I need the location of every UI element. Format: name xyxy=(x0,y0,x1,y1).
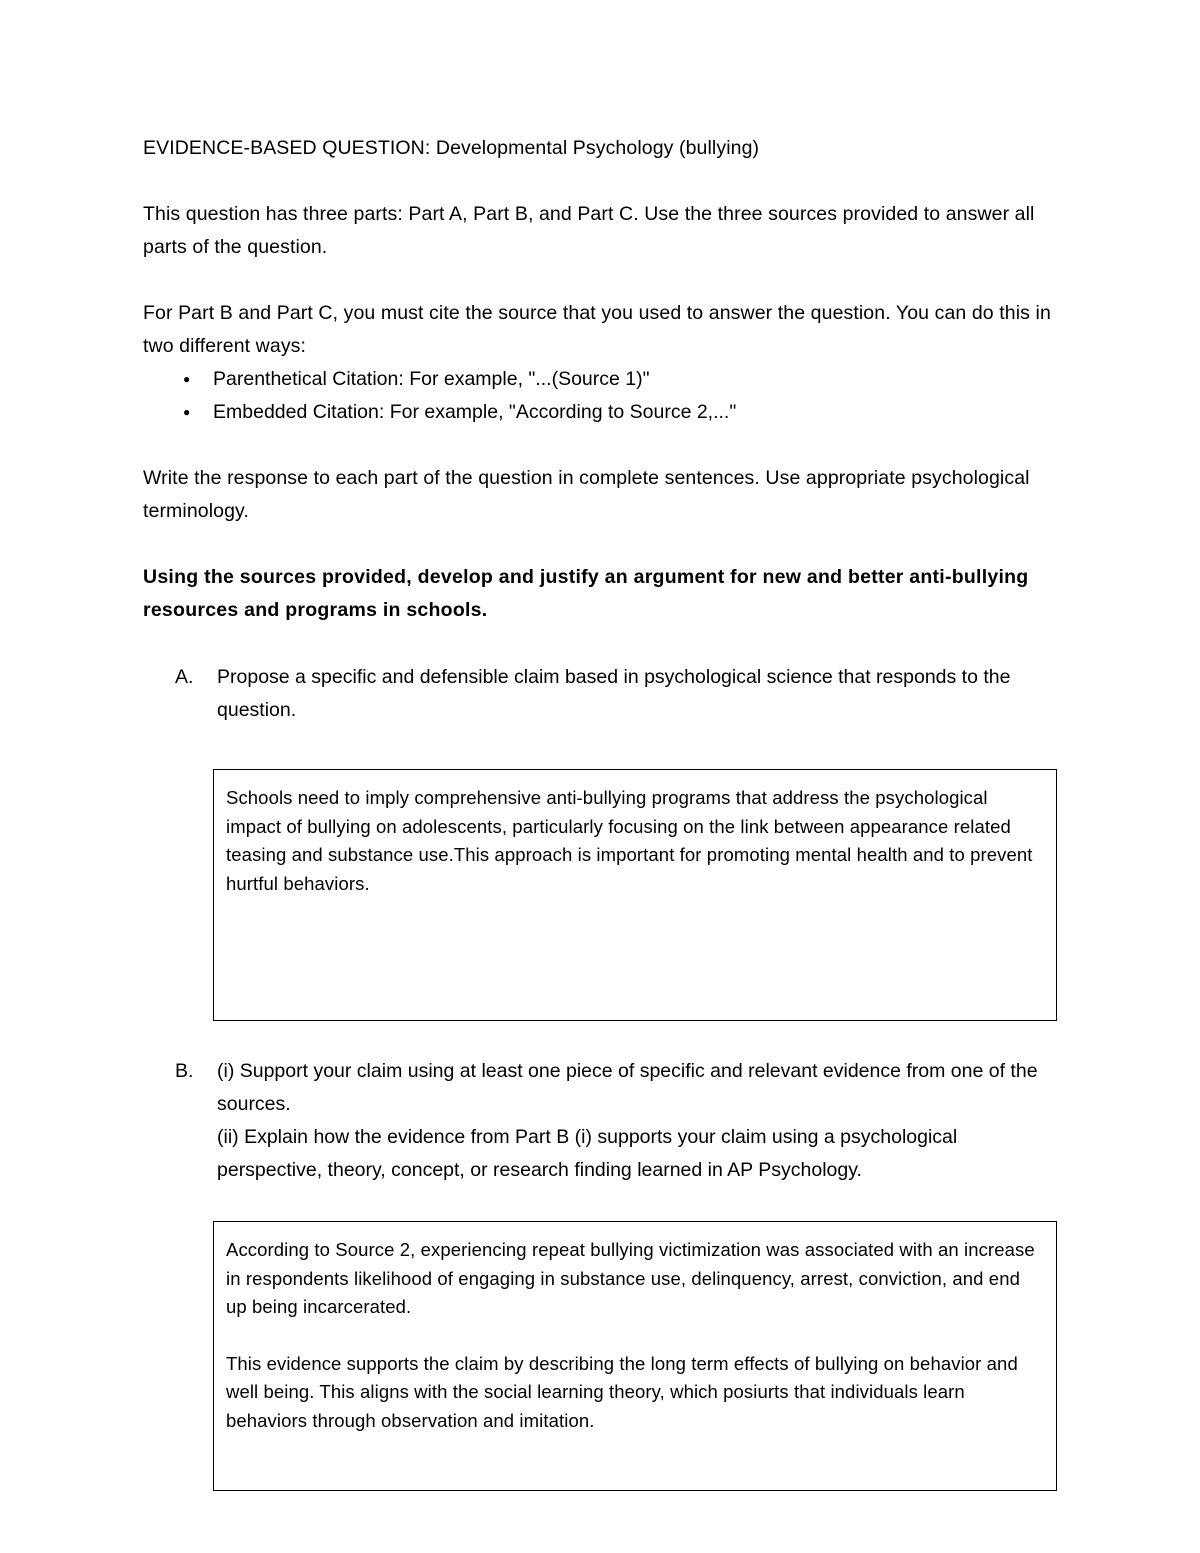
part-b-letter: B. xyxy=(175,1060,194,1082)
spacer xyxy=(143,528,1057,561)
essay-prompt: Using the sources provided, develop and justify an argument for new and better anti-bullying resources and programs in schools. xyxy=(143,566,1029,621)
spacer xyxy=(143,165,1057,198)
part-b-answer-paragraph-1: According to Source 2, experiencing repeat bullying victimization was associated with an increase in respondents likelihood of engaging in substance use, delinquency, arrest, conviction, and end up being incarcerated. xyxy=(226,1239,1035,1317)
document-heading: EVIDENCE-BASED QUESTION: Developmental Psychology (bullying) xyxy=(143,137,760,159)
part-b-instructions xyxy=(217,1055,1057,1187)
part-b-instruction-ii: (ii) Explain how the evidence from Part B (i) supports your claim using a psychological perspective, theory, concept, or research finding learned in AP Psychology. xyxy=(217,1126,958,1181)
part-a xyxy=(175,661,1057,727)
spacer xyxy=(143,627,1057,661)
spacer xyxy=(143,1021,1057,1055)
part-b-instruction-i: (i) Support your claim using at least one piece of specific and relevant evidence from one of the sources. xyxy=(217,1060,1038,1115)
list-item: ● Embedded Citation: For example, "According to Source 2,..." xyxy=(143,396,1057,429)
intro-paragraph-3: Write the response to each part of the question in complete sentences. Use appropriate psychological terminology. xyxy=(143,467,1030,522)
part-b-answer-box[interactable] xyxy=(213,1221,1057,1491)
spacer xyxy=(143,264,1057,297)
intro-paragraph-2: For Part B and Part C, you must cite the source that you used to answer the question. You can do this in two different ways: xyxy=(143,302,1051,357)
part-a-answer-box[interactable] xyxy=(213,769,1057,1021)
part-b xyxy=(175,1055,1057,1187)
citation-styles-list xyxy=(143,363,1057,429)
part-b-answer-paragraph-2: This evidence supports the claim by describing the long term effects of bullying on behavior and well being. This aligns with the social learning theory, which posiurts that individuals learn behaviors through observation and imitation. xyxy=(226,1352,1018,1431)
intro-paragraph-1: This question has three parts: Part A, Part B, and Part C. Use the three sources provided to answer all parts of the question. xyxy=(143,203,1035,258)
document-body xyxy=(143,132,1057,1491)
spacer xyxy=(143,429,1057,462)
part-a-answer-text: Schools need to imply comprehensive anti-bullying programs that address the psychological impact of bullying on adolescents, particularly focusing on the link between appearance related teasing and substance use.This approach is important for promoting mental health and to prevent hurtful behaviors. xyxy=(226,787,1033,894)
part-a-letter: A. xyxy=(175,666,194,688)
list-item: ● Parenthetical Citation: For example, "...(Source 1)" xyxy=(143,363,1057,396)
part-a-instruction: Propose a specific and defensible claim based in psychological science that responds to the question. xyxy=(217,666,1011,721)
